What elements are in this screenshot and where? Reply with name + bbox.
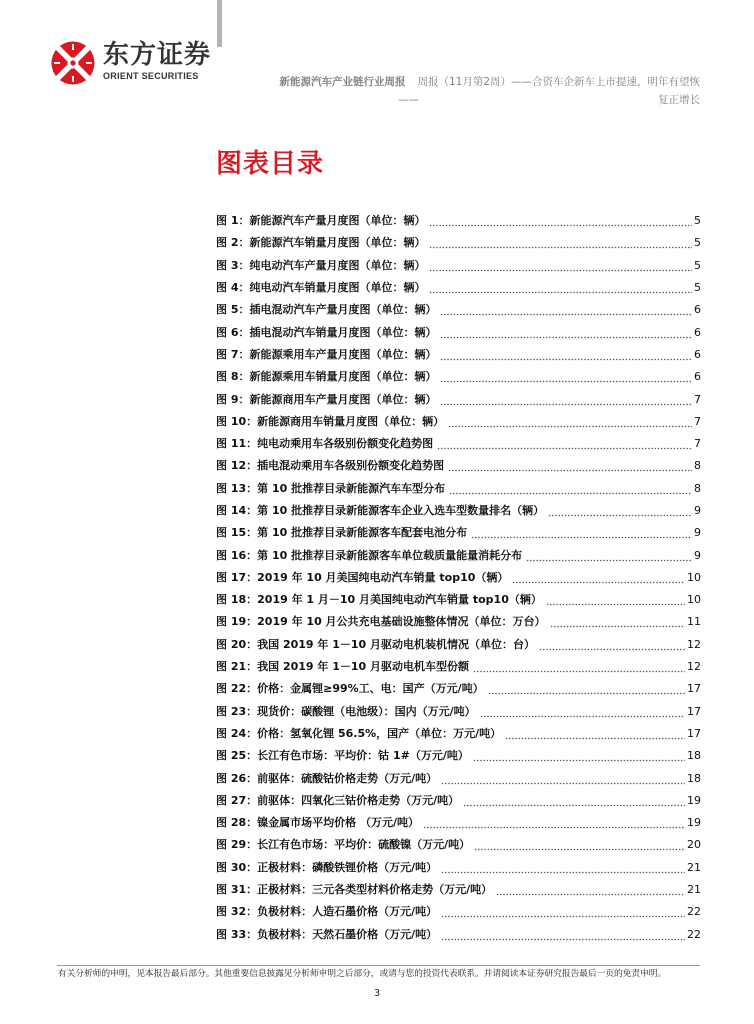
report-title-line2: 复正增长 xyxy=(658,94,700,106)
toc-entry[interactable] xyxy=(216,589,701,611)
toc-entry-page: 17 xyxy=(687,704,701,718)
toc-entry-page: 18 xyxy=(687,771,701,785)
toc-entry-page: 19 xyxy=(687,793,701,807)
toc-entry-page: 7 xyxy=(694,437,701,451)
dot-leader xyxy=(473,661,685,673)
toc-entry[interactable] xyxy=(216,634,701,656)
toc-entry-label: 图 15：第 10 批推荐目录新能源客车配套电池分布 xyxy=(216,526,468,540)
report-header xyxy=(279,75,700,89)
toc-entry-label: 图 24：价格：氢氧化锂 56.5%，国产（单位：万元/吨） xyxy=(216,726,502,740)
toc-entry-label: 图 14：第 10 批推荐目录新能源客车企业入选车型数量排名（辆） xyxy=(216,504,545,517)
dot-leader xyxy=(429,282,692,294)
toc-entry[interactable] xyxy=(216,411,701,433)
dot-leader xyxy=(539,639,685,651)
toc-entry-page: 6 xyxy=(694,347,701,361)
toc-entry-page: 10 xyxy=(687,570,701,584)
dot-leader xyxy=(429,215,692,227)
toc-entry[interactable] xyxy=(216,478,701,500)
toc-entry-label: 图 27：前驱体：四氧化三钴价格走势（万元/吨） xyxy=(216,793,460,807)
dot-leader xyxy=(449,483,692,495)
toc-entry-page: 6 xyxy=(694,325,701,339)
dot-leader xyxy=(440,304,692,316)
toc-entry-page: 17 xyxy=(687,682,701,696)
dot-leader xyxy=(463,795,685,807)
dot-leader xyxy=(437,438,692,450)
dot-leader xyxy=(488,683,685,695)
dot-leader xyxy=(440,327,692,339)
toc-entry-page: 8 xyxy=(694,481,701,495)
toc-entry-page: 5 xyxy=(694,281,701,295)
toc-entry[interactable] xyxy=(216,834,701,856)
toc-entry[interactable] xyxy=(216,767,701,789)
toc-entry[interactable] xyxy=(216,678,701,700)
toc-entry-label: 图 10：新能源商用车销量月度图（单位：辆） xyxy=(216,414,445,428)
toc-entry[interactable] xyxy=(216,255,701,277)
toc-entry-label: 图 21：我国 2019 年 1－10 月驱动电机车型份额 xyxy=(216,660,470,674)
dot-leader xyxy=(474,839,685,851)
toc-entry-page: 11 xyxy=(687,615,701,629)
toc-entry[interactable] xyxy=(216,790,701,812)
toc-entry[interactable] xyxy=(216,812,701,834)
toc-entry-label: 图 17：2019 年 10 月美国纯电动汽车销量 top10（辆） xyxy=(216,570,509,584)
toc-entry-label: 图 29：长江有色市场：平均价：硫酸镍（万元/吨） xyxy=(216,838,471,852)
dot-leader xyxy=(480,706,685,718)
toc-entry[interactable] xyxy=(216,321,701,343)
dot-leader xyxy=(441,773,685,785)
dot-leader xyxy=(423,817,685,829)
toc-entry-page: 12 xyxy=(687,637,701,651)
toc-entry-page: 20 xyxy=(687,838,701,852)
toc-entry[interactable] xyxy=(216,344,701,366)
toc-entry-page: 7 xyxy=(694,392,701,406)
toc-entry[interactable] xyxy=(216,924,701,946)
toc-entry[interactable] xyxy=(216,745,701,767)
dot-leader xyxy=(448,416,692,428)
report-title-dash: —— xyxy=(398,94,419,106)
toc-entry-page: 19 xyxy=(687,816,701,830)
dot-leader xyxy=(429,237,692,249)
orient-securities-logo-icon xyxy=(50,40,96,86)
toc-entry-label: 图 11：纯电动乘用车各级别份额变化趋势图 xyxy=(216,437,434,451)
dot-leader xyxy=(550,616,685,628)
toc-entry-page: 5 xyxy=(694,214,701,228)
page-title: 图表目录 xyxy=(216,149,325,179)
toc-entry-page: 7 xyxy=(694,414,701,428)
toc-entry-label: 图 25：长江有色市场：平均价：钴 1#（万元/吨） xyxy=(216,749,469,763)
dot-leader xyxy=(526,550,692,562)
toc-entry-label: 图 28：镍金属市场平均价格 （万元/吨） xyxy=(216,816,419,830)
toc-entry[interactable] xyxy=(216,366,701,388)
dot-leader xyxy=(440,394,692,406)
toc-entry-label: 图 16：第 10 批推荐目录新能源客车单位载质量能量消耗分布 xyxy=(216,548,523,562)
toc-entry-label: 图 3：纯电动汽车产量月度图（单位：辆） xyxy=(216,258,426,272)
toc-entry-label: 图 19：2019 年 10 月公共充电基础设施整体情况（单位：万台） xyxy=(216,615,546,629)
dot-leader xyxy=(471,527,692,539)
toc-entry-label: 图 9：新能源商用车产量月度图（单位：辆） xyxy=(216,392,437,406)
toc-entry[interactable] xyxy=(216,433,701,455)
toc-entry-page: 6 xyxy=(694,370,701,384)
toc-entry-label: 图 7：新能源乘用车产量月度图（单位：辆） xyxy=(216,347,437,361)
toc-entry[interactable] xyxy=(216,656,701,678)
toc-entry-page: 12 xyxy=(687,660,701,674)
dot-leader xyxy=(441,862,685,874)
toc-entry-label: 图 22：价格：金属锂≥99%工、电：国产（万元/吨） xyxy=(216,682,484,696)
toc-entry[interactable] xyxy=(216,277,701,299)
toc-entry-label: 图 8：新能源乘用车销量月度图（单位：辆） xyxy=(216,370,437,384)
toc-entry-label: 图 5：插电混动汽车产量月度图（单位：辆） xyxy=(216,303,437,317)
toc-entry[interactable] xyxy=(216,611,701,633)
toc-entry-page: 6 xyxy=(694,303,701,317)
dot-leader xyxy=(441,929,685,941)
dot-leader xyxy=(505,728,685,740)
toc-entry-page: 22 xyxy=(687,905,701,919)
toc-entry-page: 8 xyxy=(694,459,701,473)
dot-leader xyxy=(473,750,685,762)
dot-leader xyxy=(448,460,692,472)
company-logo-text: 东方证券 xyxy=(103,40,212,70)
toc-entry-page: 9 xyxy=(694,526,701,540)
report-series: 新能源汽车产业链行业周报 xyxy=(279,76,406,88)
toc-entry[interactable] xyxy=(216,500,701,522)
toc-entry-page: 21 xyxy=(687,860,701,874)
dot-leader xyxy=(512,572,685,584)
toc-entry-page: 5 xyxy=(694,236,701,250)
toc-entry-label: 图 23：现货价：碳酸锂（电池级）：国内（万元/吨） xyxy=(216,704,476,718)
toc-entry-page: 22 xyxy=(687,927,701,941)
toc-entry[interactable] xyxy=(216,857,701,879)
toc-entry-page: 18 xyxy=(687,749,701,763)
toc-entry-label: 图 20：我国 2019 年 1－10 月驱动电机装机情况（单位：台） xyxy=(216,637,536,651)
toc-entry-label: 图 13：第 10 批推荐目录新能源汽车车型分布 xyxy=(216,481,446,495)
dot-leader xyxy=(440,371,692,383)
toc-entry-label: 图 32：负极材料：人造石墨价格（万元/吨） xyxy=(216,905,438,919)
toc-entry-page: 10 xyxy=(687,593,701,607)
dot-leader xyxy=(440,349,692,361)
toc-entry[interactable] xyxy=(216,723,701,745)
toc-entry-label: 图 6：插电混动汽车销量月度图（单位：辆） xyxy=(216,325,437,339)
report-title-line1: 周报（11月第2周）——合资车企新车上市提速，明年有望恢 xyxy=(417,76,700,88)
toc-entry[interactable] xyxy=(216,567,701,589)
toc-entry-page: 9 xyxy=(694,504,701,517)
figure-index-list xyxy=(216,210,701,946)
toc-entry-page: 21 xyxy=(687,883,701,897)
toc-entry[interactable] xyxy=(216,544,701,566)
dot-leader xyxy=(429,260,692,272)
toc-entry-label: 图 33：负极材料：天然石墨价格（万元/吨） xyxy=(216,927,438,941)
dot-leader xyxy=(548,505,692,517)
footer-disclaimer: 有关分析师的申明，见本报告最后部分。其他重要信息披露见分析师申明之后部分，或请与您的投资代表联系。并请阅读本证券研究报告最后一页的免责申明。 xyxy=(58,969,667,979)
page-number: 3 xyxy=(373,988,381,999)
toc-entry[interactable] xyxy=(216,210,701,232)
toc-entry-label: 图 12：插电混动乘用车各级别份额变化趋势图 xyxy=(216,459,445,473)
toc-entry[interactable] xyxy=(216,522,701,544)
toc-entry-label: 图 2：新能源汽车销量月度图（单位：辆） xyxy=(216,236,426,250)
toc-entry-page: 9 xyxy=(694,548,701,562)
toc-entry[interactable] xyxy=(216,388,701,410)
toc-entry[interactable] xyxy=(216,701,701,723)
toc-entry-label: 图 1：新能源汽车产量月度图（单位：辆） xyxy=(216,214,426,228)
toc-entry-page: 5 xyxy=(694,258,701,272)
toc-entry[interactable] xyxy=(216,455,701,477)
toc-entry-label: 图 18：2019 年 1 月－10 月美国纯电动汽车销量 top10（辆） xyxy=(216,593,542,607)
header-accent-bar xyxy=(217,0,222,47)
toc-entry-label: 图 26：前驱体：硫酸钴价格走势（万元/吨） xyxy=(216,771,438,785)
toc-entry-label: 图 31：正极材料：三元各类型材料价格走势（万元/吨） xyxy=(216,883,493,897)
dot-leader xyxy=(496,884,685,896)
footer-divider xyxy=(57,965,700,966)
dot-leader xyxy=(546,594,685,606)
toc-entry[interactable] xyxy=(216,901,701,923)
toc-entry[interactable] xyxy=(216,879,701,901)
toc-entry-label: 图 30：正极材料：磷酸铁锂价格（万元/吨） xyxy=(216,860,438,874)
dot-leader xyxy=(441,906,685,918)
toc-entry-page: 17 xyxy=(687,726,701,740)
toc-entry-label: 图 4：纯电动汽车销量月度图（单位：辆） xyxy=(216,281,426,295)
toc-entry[interactable] xyxy=(216,232,701,254)
toc-entry[interactable] xyxy=(216,299,701,321)
company-logo-subtext: ORIENT SECURITIES xyxy=(103,71,199,81)
